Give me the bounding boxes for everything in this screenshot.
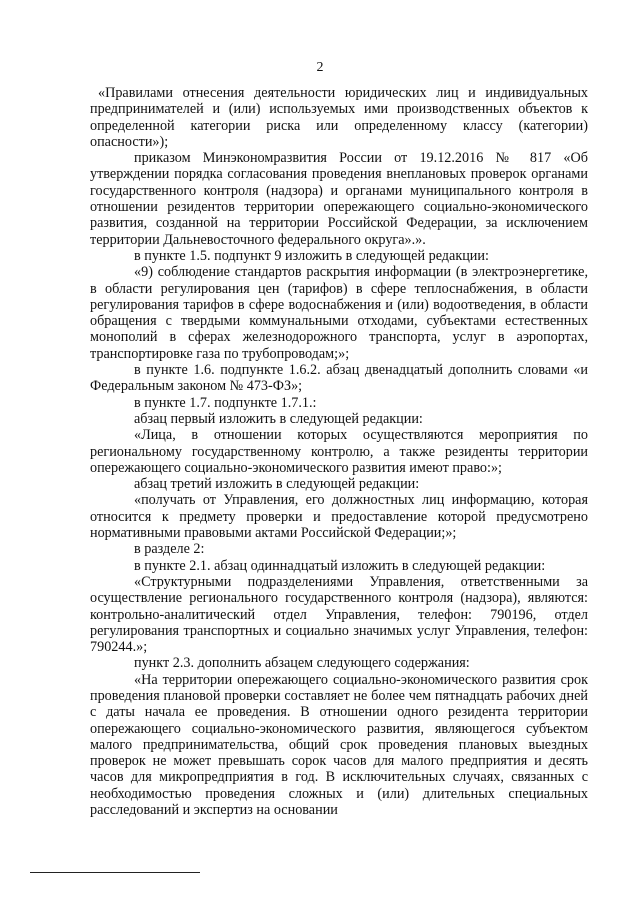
paragraph-item-2-1: в пункте 2.1. абзац одиннадцатый изложить в следующей редакции: bbox=[134, 557, 546, 574]
paragraph-inspection-term: «На территории опережающего социально-экономического развития срок проведения плановой проверки составляет не более чем пятнадцать рабочих дней с даты начала ее проведения. В отношении одного резидента территории опережающего социально-экономического развития, являющегося субъектом малого предпринимательства, общий срок проведения плановых выездных проверок не может превышать сорок часов для малого предприятия и десять часов для микропредприятия в год. В исключительных случаях, связанных с необходимостью проведения сложных и (или) длительных специальных расследований и экспертиз на основании bbox=[90, 671, 588, 819]
paragraph-rules-reference: «Правилами отнесения деятельности юридических лиц и индивидуальных предпринимателей и (или) используемых ими производственных объектов к определенной категории риска или определенному классу (категории) опасности»); bbox=[90, 85, 588, 150]
page-number: 2 bbox=[316, 60, 324, 75]
paragraph-item-1-5: в пункте 1.5. подпункт 9 изложить в следующей редакции: bbox=[134, 247, 489, 264]
paragraph-item-1-7: в пункте 1.7. подпункте 1.7.1.: bbox=[134, 394, 317, 411]
paragraph-structural-units: «Структурными подразделениями Управления, ответственными за осуществление регионального государственного контроля (надзора), являются: контрольно-аналитический отдел Управления, телефон: 790196, отдел регулирования транспортных и социально значимых услуг Управления, телефон: 790244.»; bbox=[90, 573, 588, 656]
paragraph-subitem-9: «9) соблюдение стандартов раскрытия информации (в электроэнергетике, в области регулирования цен (тарифов) в сфере теплоснабжения, в области регулирования тарифов в сфере водоснабжения и (или) водоотведения, в области обращения с твердыми коммунальными отходами, субъектами естественных монополий в сферах железнодорожного транспорта, услуг в аэропортах, транспортировке газа по трубопроводам;»; bbox=[90, 264, 588, 362]
paragraph-item-1-6: в пункте 1.6. подпункте 1.6.2. абзац двенадцатый дополнить словами «и Федеральным законом № 473-ФЗ»; bbox=[90, 362, 588, 395]
paragraph-third-indent: абзац третий изложить в следующей редакции: bbox=[134, 476, 420, 493]
document-body bbox=[90, 85, 588, 818]
paragraph-receive-information: «получать от Управления, его должностных лиц информацию, которая относится к предмету проверки и предоставление которой предусмотрено нормативными правовыми актами Российской Федерации;»; bbox=[90, 492, 588, 542]
paragraph-first-indent: абзац первый изложить в следующей редакции: bbox=[134, 410, 423, 427]
footer-divider bbox=[30, 872, 200, 873]
paragraph-persons-rights: «Лица, в отношении которых осуществляются мероприятия по региональному государственному контролю, а также резиденты территории опережающего социально-экономического развития имеют право:»; bbox=[90, 427, 588, 476]
paragraph-section-2: в разделе 2: bbox=[134, 541, 205, 558]
paragraph-item-2-3: пункт 2.3. дополнить абзацем следующего содержания: bbox=[134, 655, 470, 672]
paragraph-order-817: приказом Минэкономразвития России от 19.12.2016 № 817 «Об утверждении порядка согласования проведения внеплановых проверок органами государственного контроля (надзора) и органами муниципального контроля в отношении резидентов территории опережающего социально-экономического развития, созданной на территории Российской Федерации, за исключением территории Дальневосточного федерального округа».». bbox=[90, 150, 588, 248]
